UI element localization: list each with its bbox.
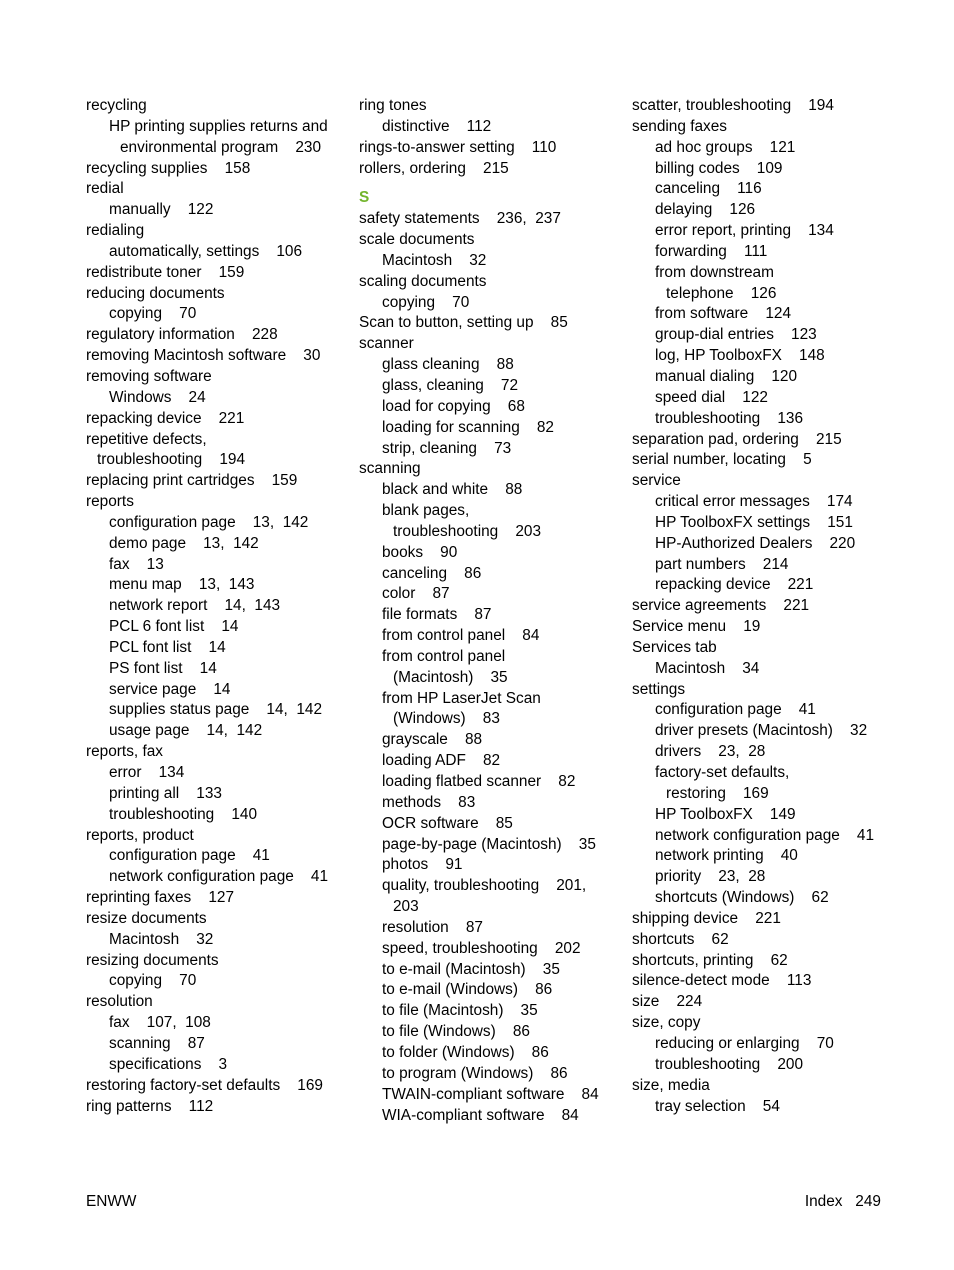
- index-entry: shipping device 221: [632, 909, 781, 927]
- index-subentry: usage page 14, 142: [109, 722, 263, 740]
- index-subentry: glass, cleaning 72: [382, 376, 519, 394]
- index-subentry: photos 91: [382, 856, 463, 874]
- index-column-1: [86, 96, 356, 1117]
- footer-page-number: Index 249: [804, 1193, 881, 1210]
- index-subentry: copying 70: [109, 972, 197, 990]
- index-entry: resolution: [86, 993, 153, 1011]
- index-subentry: reducing or enlarging 70: [655, 1034, 834, 1052]
- index-entry: size, media: [632, 1076, 710, 1094]
- index-entry: settings: [632, 680, 686, 698]
- index-subentry: canceling 86: [382, 564, 482, 582]
- index-subentry: shortcuts (Windows) 62: [655, 889, 829, 907]
- index-subentry: specifications 3: [109, 1055, 228, 1073]
- index-subentry: grayscale 88: [382, 731, 483, 749]
- index-subentry: network report 14, 143: [109, 597, 281, 615]
- index-subentry: file formats 87: [382, 606, 492, 624]
- index-subentry: error report, printing 134: [655, 222, 834, 240]
- index-subentry: supplies status page 14, 142: [109, 701, 323, 719]
- index-subentry: delaying 126: [655, 201, 756, 219]
- index-subentry: telephone 126: [666, 284, 777, 302]
- index-subentry: to e-mail (Macintosh) 35: [382, 960, 560, 978]
- index-entry: resize documents: [86, 909, 207, 927]
- index-subentry: drivers 23, 28: [655, 743, 766, 761]
- index-entry: scanning: [359, 460, 421, 478]
- index-subentry: menu map 13, 143: [109, 576, 255, 594]
- index-entry: rings-to-answer setting 110: [359, 138, 557, 156]
- index-subentry: from downstream: [655, 263, 774, 281]
- index-subentry: OCR software 85: [382, 814, 513, 832]
- index-entry: repacking device 221: [86, 409, 245, 427]
- index-subentry: network configuration page 41: [655, 826, 875, 844]
- index-entry: safety statements 236, 237: [359, 210, 561, 228]
- index-entry: recycling: [86, 97, 147, 114]
- index-entry: size, copy: [632, 1014, 701, 1032]
- index-subentry: PS font list 14: [109, 659, 217, 677]
- index-subentry: to program (Windows) 86: [382, 1064, 568, 1082]
- index-subentry: copying 70: [382, 293, 470, 311]
- index-subentry: blank pages,: [382, 502, 470, 520]
- index-subentry: from software 124: [655, 305, 792, 323]
- index-subentry: service page 14: [109, 680, 231, 698]
- index-subentry: TWAIN-compliant software 84: [382, 1085, 599, 1103]
- index-entry: scanner: [359, 335, 414, 353]
- index-entry: scaling documents: [359, 272, 487, 290]
- index-subentry: troubleshooting 203: [393, 522, 542, 540]
- index-subentry: configuration page 13, 142: [109, 513, 309, 531]
- index-subentry: priority 23, 28: [655, 868, 766, 886]
- index-subentry: Macintosh 32: [109, 930, 214, 948]
- index-subentry: troubleshooting 140: [109, 805, 258, 823]
- index-entry: restoring factory-set defaults 169: [86, 1076, 323, 1094]
- index-subentry: from control panel: [382, 647, 506, 665]
- index-subentry: glass cleaning 88: [382, 356, 514, 374]
- index-subentry: to folder (Windows) 86: [382, 1043, 549, 1061]
- index-entry: serial number, locating 5: [632, 451, 812, 469]
- index-subentry: (Macintosh) 35: [393, 668, 508, 686]
- index-entry: reprinting faxes 127: [86, 889, 235, 907]
- index-entry: reports: [86, 493, 134, 511]
- index-subentry: distinctive 112: [382, 117, 492, 135]
- index-subentry: demo page 13, 142: [109, 534, 259, 552]
- index-entry: ring patterns 112: [86, 1097, 214, 1115]
- index-subentry: copying 70: [109, 305, 197, 323]
- index-subentry: WIA-compliant software 84: [382, 1106, 579, 1124]
- index-subentry: billing codes 109: [655, 159, 783, 177]
- index-entry: shortcuts, printing 62: [632, 951, 788, 969]
- index-subentry: troubleshooting 136: [655, 409, 804, 427]
- index-entry: service agreements 221: [632, 597, 810, 615]
- index-entry: ring tones: [359, 97, 427, 114]
- index-subentry: configuration page 41: [109, 847, 270, 865]
- index-subentry: load for copying 68: [382, 397, 525, 415]
- index-subentry: automatically, settings 106: [109, 242, 303, 260]
- index-entry: size 224: [632, 993, 703, 1011]
- index-entry: Scan to button, setting up 85: [359, 314, 568, 332]
- index-subentry: troubleshooting 194: [97, 451, 246, 469]
- index-subentry: printing all 133: [109, 784, 222, 802]
- footer-left-label: ENWW: [86, 1193, 137, 1210]
- index-subentry: Macintosh 32: [382, 251, 487, 269]
- index-entry: redialing: [86, 222, 145, 240]
- index-entry: reducing documents: [86, 284, 225, 302]
- index-entry: separation pad, ordering 215: [632, 430, 842, 448]
- index-entry: sending faxes: [632, 117, 727, 135]
- index-subentry: HP printing supplies returns and: [109, 117, 328, 135]
- index-subentry: factory-set defaults,: [655, 764, 790, 781]
- index-entry: Services tab: [632, 638, 717, 656]
- index-subentry: color 87: [382, 585, 450, 603]
- index-subentry: to e-mail (Windows) 86: [382, 981, 553, 999]
- index-subentry: HP ToolboxFX 149: [655, 805, 796, 823]
- index-subentry: error 134: [109, 764, 185, 781]
- index-subentry: log, HP ToolboxFX 148: [655, 347, 825, 365]
- index-subentry: from control panel 84: [382, 627, 540, 645]
- index-entry: redial: [86, 180, 124, 198]
- index-subentry: from HP LaserJet Scan: [382, 689, 541, 707]
- index-column-2: [359, 96, 629, 1126]
- index-entry: removing software: [86, 367, 212, 385]
- index-entry: replacing print cartridges 159: [86, 472, 298, 490]
- index-subentry: resolution 87: [382, 918, 483, 936]
- index-subentry: fax 13: [109, 555, 164, 573]
- index-entry: service: [632, 472, 681, 490]
- index-subentry: configuration page 41: [655, 701, 816, 719]
- index-entry: reports, fax: [86, 743, 163, 761]
- index-entry: redistribute toner 159: [86, 263, 245, 281]
- index-subentry: HP ToolboxFX settings 151: [655, 513, 853, 531]
- index-subentry: repacking device 221: [655, 576, 814, 594]
- index-subentry: speed, troubleshooting 202: [382, 939, 581, 957]
- index-subentry: to file (Windows) 86: [382, 1023, 530, 1041]
- index-subentry: Macintosh 34: [655, 659, 760, 677]
- index-subentry: loading for scanning 82: [382, 418, 554, 436]
- index-subentry: environmental program 230: [120, 138, 322, 156]
- index-subentry: PCL 6 font list 14: [109, 618, 239, 636]
- index-subentry: strip, cleaning 73: [382, 439, 512, 457]
- index-entry: removing Macintosh software 30: [86, 347, 321, 365]
- index-entry: repetitive defects,: [86, 430, 207, 448]
- index-entry: scale documents: [359, 231, 475, 249]
- index-subentry: HP-Authorized Dealers 220: [655, 534, 856, 552]
- index-entry: Service menu 19: [632, 618, 761, 636]
- index-entry: rollers, ordering 215: [359, 159, 509, 177]
- index-subentry: methods 83: [382, 793, 476, 811]
- index-entry: shortcuts 62: [632, 930, 729, 948]
- index-subentry: loading ADF 82: [382, 752, 501, 770]
- index-subentry: quality, troubleshooting 201,: [382, 877, 587, 895]
- index-subentry: black and white 88: [382, 481, 523, 499]
- index-subentry: driver presets (Macintosh) 32: [655, 722, 868, 740]
- index-subentry: canceling 116: [655, 180, 762, 198]
- index-subentry: Windows 24: [109, 388, 206, 406]
- index-subentry: scanning 87: [109, 1034, 205, 1052]
- index-subentry: loading flatbed scanner 82: [382, 773, 576, 790]
- index-entry: silence-detect mode 113: [632, 972, 812, 990]
- index-subentry: manually 122: [109, 201, 214, 219]
- index-subentry: forwarding 111: [655, 242, 768, 260]
- index-subentry: fax 107, 108: [109, 1014, 211, 1032]
- section-letter-heading: S: [359, 189, 370, 207]
- index-subentry: group-dial entries 123: [655, 326, 817, 344]
- index-subentry: (Windows) 83: [393, 710, 500, 728]
- index-column-3: [632, 96, 902, 1117]
- index-subentry: restoring 169: [666, 784, 769, 802]
- index-subentry: ad hoc groups 121: [655, 138, 796, 156]
- index-subentry: 203: [393, 898, 419, 916]
- index-entry: regulatory information 228: [86, 326, 278, 344]
- index-subentry: to file (Macintosh) 35: [382, 1002, 538, 1020]
- index-subentry: PCL font list 14: [109, 638, 226, 656]
- index-subentry: page-by-page (Macintosh) 35: [382, 835, 596, 853]
- index-entry: scatter, troubleshooting 194: [632, 97, 834, 114]
- index-subentry: manual dialing 120: [655, 367, 798, 385]
- index-subentry: critical error messages 174: [655, 493, 853, 511]
- index-subentry: speed dial 122: [655, 388, 768, 406]
- index-subentry: part numbers 214: [655, 555, 789, 573]
- index-subentry: network configuration page 41: [109, 868, 329, 886]
- index-subentry: troubleshooting 200: [655, 1055, 804, 1073]
- index-entry: resizing documents: [86, 951, 219, 969]
- index-subentry: books 90: [382, 543, 458, 561]
- index-subentry: network printing 40: [655, 847, 798, 865]
- index-entry: recycling supplies 158: [86, 159, 251, 177]
- index-entry: reports, product: [86, 826, 194, 844]
- index-subentry: tray selection 54: [655, 1097, 780, 1115]
